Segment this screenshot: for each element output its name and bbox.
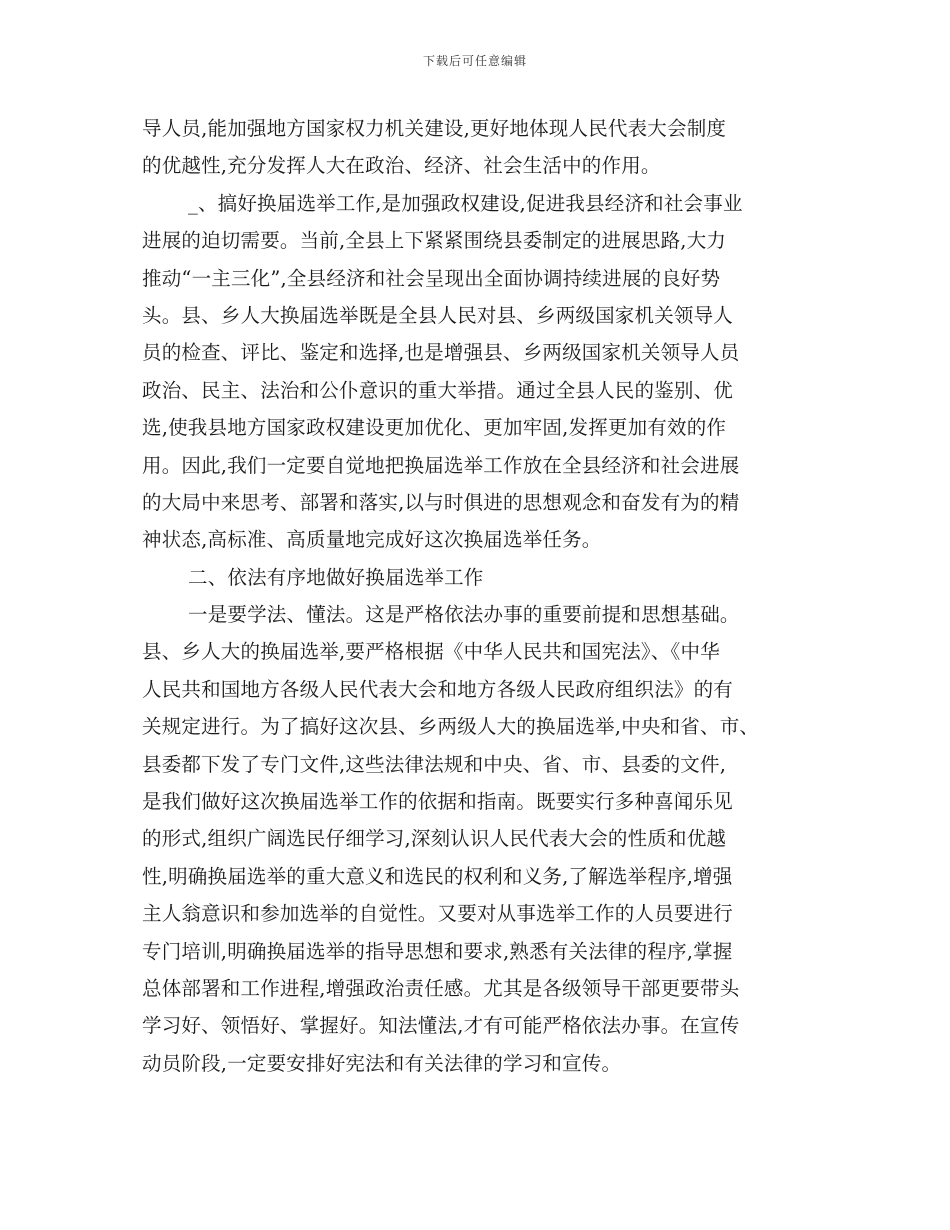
text-line: _、搞好换届选举工作,是加强政权建设,促进我县经济和社会事业 <box>188 191 743 215</box>
text-line: 主人翁意识和参加选举的自觉性。又要对从事选举工作的人员要进行 <box>142 902 734 926</box>
text-line: 人民共和国地方各级人民代表大会和地方各级人民政府组织法》的有 <box>142 677 734 701</box>
text-line: 的大局中来思考、部署和落实,以与时俱进的思想观念和奋发有为的精 <box>142 490 740 514</box>
text-line: 是我们做好这次换届选举工作的依据和指南。既要实行多种喜闻乐见 <box>142 790 734 814</box>
text-line: 头。县、乡人大换届选举既是全县人民对县、乡两级国家机关领导人 <box>142 303 734 327</box>
text-line: 总体部署和工作进程,增强政治责任感。尤其是各级领导干部更要带头 <box>142 976 740 1000</box>
text-line: 政治、民主、法治和公仆意识的重大举措。通过全县人民的鉴别、优 <box>142 378 734 402</box>
text-line: 二、依法有序地做好换届选举工作 <box>188 565 484 589</box>
text-line: 员的检查、评比、鉴定和选择,也是增强县、乡两级国家机关领导人员 <box>142 341 740 365</box>
text-line: 进展的迫切需要。当前,全县上下紧紧围绕县委制定的进展思路,大力 <box>142 229 727 253</box>
text-line: 的形式,组织广阔选民仔细学习,深刻认识人民代表大会的性质和优越 <box>142 827 727 851</box>
page-header: 下载后可任意编辑 <box>422 54 527 68</box>
text-line: 导人员,能加强地方国家权力机关建设,更好地体现人民代表大会制度 <box>142 117 727 140</box>
text-line: 县、乡人大的换届选举,要严格根据《中华人民共和国宪法》、《中华 <box>142 640 720 664</box>
text-line: 的优越性,充分发挥人大在政治、经济、社会生活中的作用。 <box>142 154 661 178</box>
text-line: 专门培训,明确换届选举的指导思想和要求,熟悉有关法律的程序,掌握 <box>142 939 733 963</box>
text-line: 关规定进行。为了搞好这次县、乡两级人大的换届选举,中央和省、市、 <box>142 715 760 739</box>
text-line: 性,明确换届选举的重大意义和选民的权利和义务,了解选举程序,增强 <box>142 864 733 888</box>
document-body <box>142 110 822 1082</box>
text-line: 选,使我县地方国家政权建设更加优化、更加牢固,发挥更加有效的作 <box>142 416 727 440</box>
text-line: 县委都下发了专门文件,这些法律法规和中央、省、市、县委的文件, <box>142 752 727 776</box>
text-line: 推动“一主三化”,全县经济和社会呈现出全面协调持续进展的良好势 <box>142 266 721 290</box>
text-line: 一是要学法、懂法。这是严格依法办事的重要前提和思想基础。 <box>188 603 740 627</box>
text-line: 动员阶段,一定要安排好宪法和有关法律的学习和宣传。 <box>142 1051 622 1075</box>
text-line: 用。因此,我们一定要自觉地把换届选举工作放在全县经济和社会进展 <box>142 453 740 477</box>
text-line: 学习好、领悟好、掌握好。知法懂法,才有可能严格依法办事。在宣传 <box>142 1014 740 1038</box>
text-line: 神状态,高标准、高质量地完成好这次换届选举任务。 <box>142 528 602 552</box>
